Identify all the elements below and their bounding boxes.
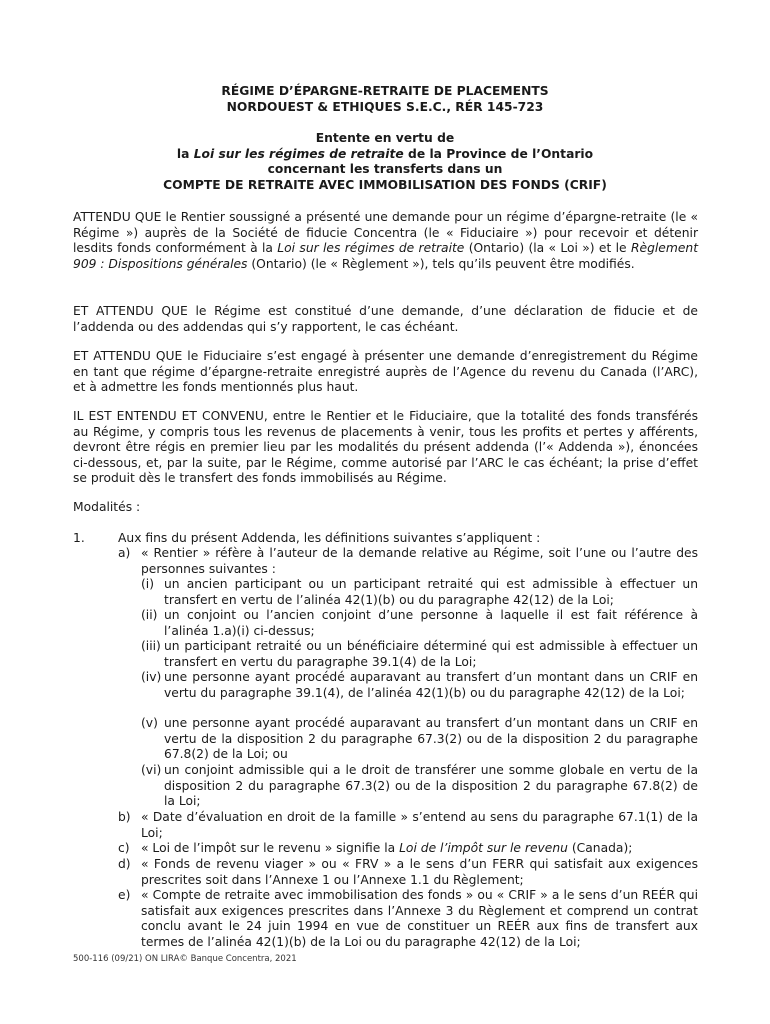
item-a-label: a) [118, 546, 131, 560]
subtitle-line-3: concernant les transferts dans un [267, 162, 503, 177]
document-header [70, 84, 700, 115]
subtitle-line-2: la Loi sur les régimes de retraite de la Province de l’Ontario [176, 146, 594, 161]
item-e-text: « Compte de retraite avec immobilisation des fonds » ou « CRIF » a le sens d’un REÉR qui satisfait aux exigences prescrites dans l’Annexe 3 du Règlement et comprend un contrat conclu avant le 24 juin 1994 en vue de constituer un REÉR aux fins de transfert aux termes de l’alinéa 42(1)(b) de la Loi ou du paragraphe 42(12) de la Loi; [141, 888, 698, 949]
item-b-text: « Date d’évaluation en droit de la famille » s’entend au sens du paragraphe 67.1(1) de la Loi; [141, 810, 698, 840]
item-a-v-label: (v) [141, 716, 158, 730]
modalites-heading: Modalités : [73, 500, 141, 514]
subtitle-line-4: COMPTE DE RETRAITE AVEC IMMOBILISATION DES FONDS (CRIF) [163, 177, 607, 192]
document-subtitle [70, 131, 700, 193]
item-a-ii-label: (ii) [141, 608, 158, 622]
item-e-label: e) [118, 888, 131, 902]
document-footer: 500-116 (09/21) ON LIRA© Banque Concentra, 2021 [73, 954, 297, 964]
item-a-ii-text: un conjoint ou l’ancien conjoint d’une personne à laquelle il est fait référence à l’alinéa 1.a)(i) ci-dessus; [164, 608, 698, 638]
item-a-i-text: un ancien participant ou un participant retraité qui est admissible à effectuer un transfert en vertu de l’alinéa 42(1)(b) ou du paragraphe 42(12) de la Loi; [164, 577, 698, 607]
item-a-v-text: une personne ayant procédé auparavant au transfert d’un montant dans un CRIF en vertu de la disposition 2 du paragraphe 67.3(2) ou de la disposition 2 du paragraphe 67.8(2) de la Loi; ou [164, 716, 698, 762]
item-a-vi-label: (vi) [141, 763, 162, 777]
subtitle-line-1: Entente en vertu de [315, 131, 455, 145]
item-d-text: « Fonds de revenu viager » ou « FRV » a le sens d’un FERR qui satisfait aux exigences prescrites soit dans l’Annexe 1 ou l’Annexe 1.1 du Règlement; [141, 857, 698, 887]
item-a-iv-label: (iv) [141, 670, 162, 684]
item-b-label: b) [118, 810, 131, 824]
header-line-1: RÉGIME D’ÉPARGNE-RETRAITE DE PLACEMENTS [221, 84, 549, 98]
agreement-paragraph: IL EST ENTENDU ET CONVENU, entre le Rentier et le Fiduciaire, que la totalité des fonds transférés au Régime, y compris tous les revenus de placements à venir, tous les profits et pertes y afférents, devront être régis en premier lieu par les modalités du présent addenda (l’« Addenda »), énoncées ci-dessous, et, par la suite, par le Régime, comme autorisé par l’ARC le cas échéant; la prise d’effet se produit dès le transfert des fonds immobilisés au Régime. [73, 409, 698, 486]
header-line-2: NORDOUEST & ETHIQUES S.E.C., RÉR 145-723 [226, 99, 544, 114]
item-c-text: « Loi de l’impôt sur le revenu » signifie la Loi de l’impôt sur le revenu (Canada); [141, 841, 633, 855]
item-a-i-label: (i) [141, 577, 155, 591]
item-d-label: d) [118, 857, 131, 871]
whereas-paragraph-2: ET ATTENDU QUE le Régime est constitué d’une demande, d’une déclaration de fiducie et de l’addenda ou des addendas qui s’y rapportent, le cas échéant. [73, 304, 698, 334]
item-a-iii-text: un participant retraité ou un bénéficiaire déterminé qui est admissible à effectuer un transfert en vertu du paragraphe 39.1(4) de la Loi; [164, 639, 698, 669]
item-a-vi-text: un conjoint admissible qui a le droit de transférer une somme globale en vertu de la disposition 2 du paragraphe 67.3(2) ou de la disposition 2 du paragraphe 67.8(2) de la Loi; [164, 763, 698, 809]
section-number: 1. [73, 531, 85, 545]
item-a-iii-label: (iii) [141, 639, 161, 653]
whereas-paragraph-1: ATTENDU QUE le Rentier soussigné a présenté une demande pour un régime d’épargne-retraite (le « Régime ») auprès de la Société de fiducie Concentra (le « Fiduciaire ») pour recevoir et détenir lesdits fonds conformément à la Loi sur les régimes de retraite (Ontario) (la « Loi ») et le Règlement 909 : Dispositions générales (Ontario) (le « Règlement »), tels qu’ils peuvent être modifiés. [73, 210, 699, 271]
whereas-paragraph-3: ET ATTENDU QUE le Fiduciaire s’est engagé à présenter une demande d’enregistrement du Régime en tant que régime d’épargne-retraite enregistré auprès de l’Agence du revenu du Canada (l’ARC), et à admettre les fonds mentionnés plus haut. [73, 349, 698, 395]
item-c-label: c) [118, 841, 130, 855]
item-a-iv-text: une personne ayant procédé auparavant au transfert d’un montant dans un CRIF en vertu du paragraphe 39.1(4), de l’alinéa 42(1)(b) ou du paragraphe 42(12) de la Loi; [164, 670, 698, 700]
item-a-text: « Rentier » réfère à l’auteur de la demande relative au Régime, soit l’une ou l’autre des personnes suivantes : [141, 546, 698, 576]
section-intro: Aux fins du présent Addenda, les définitions suivantes s’appliquent : [118, 531, 541, 545]
